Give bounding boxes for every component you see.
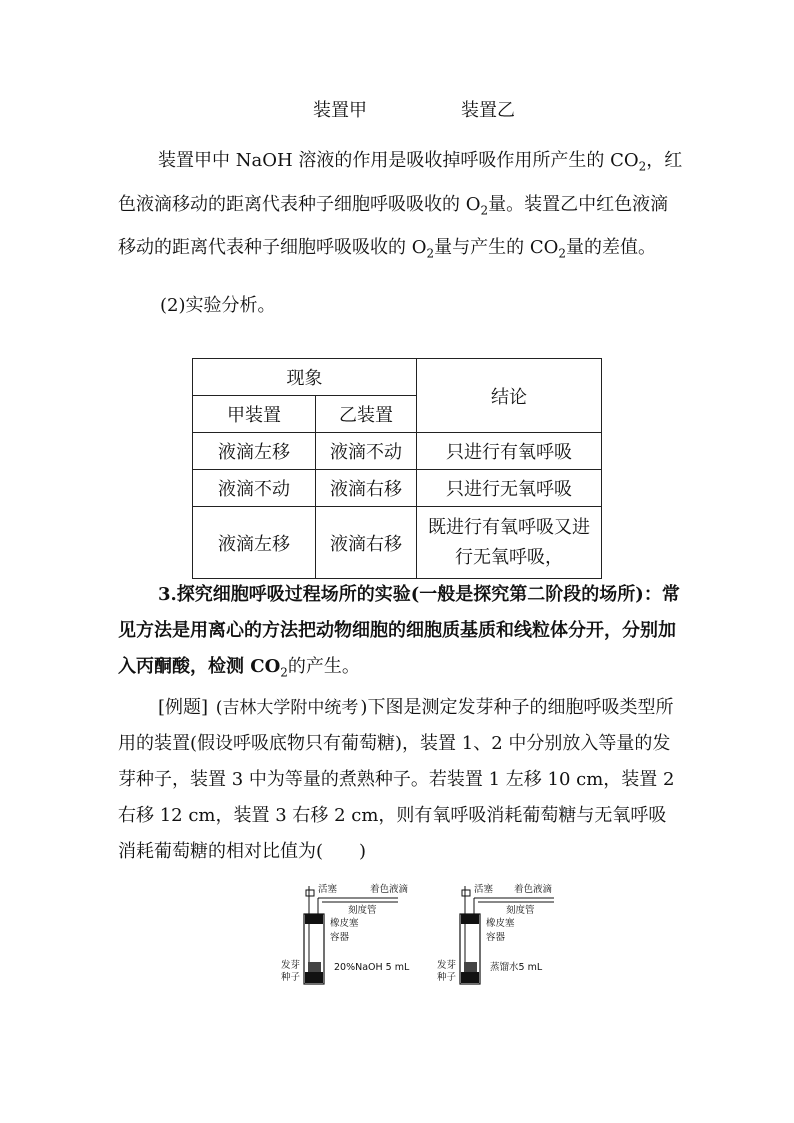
cell-a: 液滴左移	[193, 507, 316, 579]
tube-label: 刻度管	[506, 905, 535, 916]
stopcock-label: 活塞	[474, 884, 494, 895]
cell-b: 液滴不动	[316, 433, 417, 470]
cell-conclusion: 既进行有氧呼吸又进行无氧呼吸，	[417, 507, 602, 579]
question-source: (吉林大学附中统考	[215, 698, 359, 718]
tube-label: 刻度管	[348, 905, 377, 916]
subscript: 2	[480, 203, 489, 218]
cell-conclusion: 只进行无氧呼吸	[417, 470, 602, 507]
subscript: 2	[638, 159, 647, 174]
explanation-paragraph	[118, 142, 683, 273]
cell-b: 液滴右移	[316, 507, 417, 579]
stopcock-label: 活塞	[318, 884, 338, 895]
seed-label-1: 发芽	[437, 960, 457, 971]
section-heading: (2)实验分析。	[160, 295, 276, 316]
stopper-label: 橡皮塞	[486, 918, 515, 929]
para3-text-2: 的产生。	[287, 656, 360, 677]
apparatus-2-figure	[434, 880, 604, 990]
para1-text-1: 装置甲中 NaOH 溶液的作用是吸收掉呼吸作用所产生的 CO	[158, 150, 639, 171]
apparatus-1-figure	[278, 880, 448, 990]
rubber-stopper	[305, 914, 323, 924]
subscript: 2	[280, 665, 288, 680]
cell-a: 液滴不动	[193, 470, 316, 507]
cell-a: 液滴左移	[193, 433, 316, 470]
seeds-icon	[308, 962, 321, 972]
seeds-icon	[464, 962, 477, 972]
cell-conclusion: 只进行有氧呼吸	[417, 433, 602, 470]
para1-text-4: 量与产生的 CO	[434, 237, 559, 259]
seed-label-2: 种子	[281, 972, 301, 983]
liquid-label: 20%NaOH 5 mL	[334, 962, 410, 973]
header-device-a: 甲装置	[193, 396, 316, 433]
table-row	[193, 433, 602, 470]
subscript: 2	[558, 246, 567, 261]
device-b-label: 装置乙	[461, 100, 515, 121]
table-row	[193, 470, 602, 507]
header-phenomenon: 现象	[193, 359, 417, 396]
table-row	[193, 507, 602, 579]
method-paragraph	[118, 577, 683, 691]
cell-b: 液滴右移	[316, 470, 417, 507]
water-solution	[461, 972, 479, 983]
container-label: 容器	[330, 932, 350, 943]
naoh-solution	[305, 972, 323, 983]
para1-text-3: 量。装置乙中红色液滴移动的距离代表种子细胞呼吸吸收的 O	[118, 193, 669, 259]
result-table	[192, 358, 602, 579]
para1-text-2: ，红色液滴移动的距离代表种子细胞呼吸吸收的 O	[118, 150, 683, 215]
example-tag: [例题]	[158, 697, 209, 718]
stopper-label: 橡皮塞	[330, 918, 359, 929]
droplet-label: 着色液滴	[370, 884, 409, 895]
para3-text-1: 3.探究细胞呼吸过程场所的实验(一般是探究第二阶段的场所)：常见方法是用离心的方法把动物细胞的细胞质基质和线粒体分开，分别加入丙酮酸，检测 CO	[118, 584, 680, 677]
container-label: 容器	[486, 932, 506, 943]
header-conclusion: 结论	[417, 359, 602, 433]
para1-text-5: 量的差值。	[566, 237, 657, 259]
example-question	[118, 690, 683, 870]
subscript: 2	[426, 246, 435, 261]
header-device-b: 乙装置	[316, 396, 417, 433]
droplet-label: 着色液滴	[514, 884, 553, 895]
seed-label-1: 发芽	[281, 960, 301, 971]
device-labels	[0, 96, 794, 126]
rubber-stopper	[461, 914, 479, 924]
question-text: )下图是测定发芽种子的细胞呼吸类型所用的装置(假设呼吸底物只有葡萄糖)，装置 1、2 中分别放入等量的发芽种子，装置 3 中为等量的煮熟种子。若装置 1 左移 10 cm，装置 2 右移 12 cm，装置 3 右移 2 cm，则有氧呼吸消耗葡萄糖与无氧呼吸消耗葡萄糖的相对比值为( )	[118, 697, 675, 862]
device-a-label: 装置甲	[313, 100, 367, 121]
seed-label-2: 种子	[437, 972, 457, 983]
liquid-label: 蒸馏水5 mL	[490, 962, 543, 973]
